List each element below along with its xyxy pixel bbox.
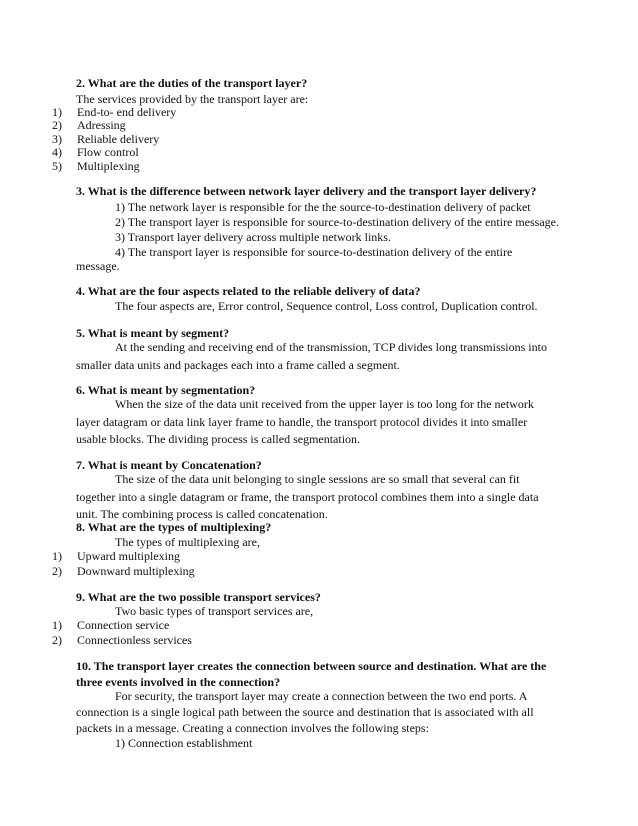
- answer-4: The four aspects are, Error control, Sequence control, Loss control, Duplication control.: [115, 299, 538, 313]
- list-item: 2) The transport layer is responsible for source-to-destination delivery of the entire message.: [115, 215, 559, 229]
- list-item: 3) Reliable delivery: [52, 132, 160, 146]
- answer-6: When the size of the data unit received from the upper layer is too long for the network layer datagram or data link layer frame to handle, the transport protocol divides it into smaller usable blocks. The dividing process is called segmentation.: [76, 397, 534, 446]
- list-item: 3) Transport layer delivery across multiple network links.: [115, 230, 391, 244]
- list-item: 1) The network layer is responsible for the the source-to-destination delivery of packet: [115, 200, 531, 214]
- list-item: 5) Multiplexing: [52, 159, 140, 173]
- question-6: 6. What is meant by segmentation?: [76, 383, 256, 397]
- answer-10: For security, the transport layer may create a connection between the two end ports. A connection is a single logical path between the source and destination that is associated with all packets in a message. Creating a connection involves the following steps:: [76, 689, 534, 735]
- question-5: 5. What is meant by segment?: [76, 326, 230, 340]
- question-4: 4. What are the four aspects related to the reliable delivery of data?: [76, 284, 421, 298]
- answer-7: The size of the data unit belonging to single sessions are so small that several can fit together into a single datagram or frame, the transport protocol combines them into a single data unit. The combining process is called concatenation.: [76, 472, 539, 521]
- list-item: 2) Connectionless services: [52, 633, 192, 647]
- q2-intro: The services provided by the transport layer are:: [76, 92, 309, 106]
- q10-step-1: 1) Connection establishment: [115, 736, 253, 750]
- list-item: 4) Flow control: [52, 145, 139, 159]
- list-item: 4) The transport layer is responsible for source-to-destination delivery of the entire: [115, 245, 513, 259]
- list-item: 1) End-to- end delivery: [52, 105, 177, 119]
- question-8: 8. What are the types of multiplexing?: [76, 520, 272, 534]
- list-item: 2) Downward multiplexing: [52, 564, 195, 578]
- question-7: 7. What is meant by Concatenation?: [76, 458, 262, 472]
- list-item: 2) Adressing: [52, 118, 126, 132]
- list-item: 1) Connection service: [52, 618, 170, 632]
- answer-5: At the sending and receiving end of the transmission, TCP divides long transmissions into smaller data units and packages each into a frame called a segment.: [76, 340, 547, 372]
- question-2: 2. What are the duties of the transport layer?: [76, 76, 308, 90]
- question-3: 3. What is the difference between network layer delivery and the transport layer delivery?: [76, 184, 537, 198]
- q9-intro: Two basic types of transport services are,: [115, 604, 314, 618]
- q3-continuation: message.: [76, 259, 120, 273]
- question-10: 10. The transport layer creates the connection between source and destination. What are the three events involved in the connection?: [76, 659, 547, 689]
- question-9: 9. What are the two possible transport services?: [76, 590, 321, 604]
- q8-intro: The types of multiplexing are,: [115, 535, 260, 549]
- list-item: 1) Upward multiplexing: [52, 549, 180, 563]
